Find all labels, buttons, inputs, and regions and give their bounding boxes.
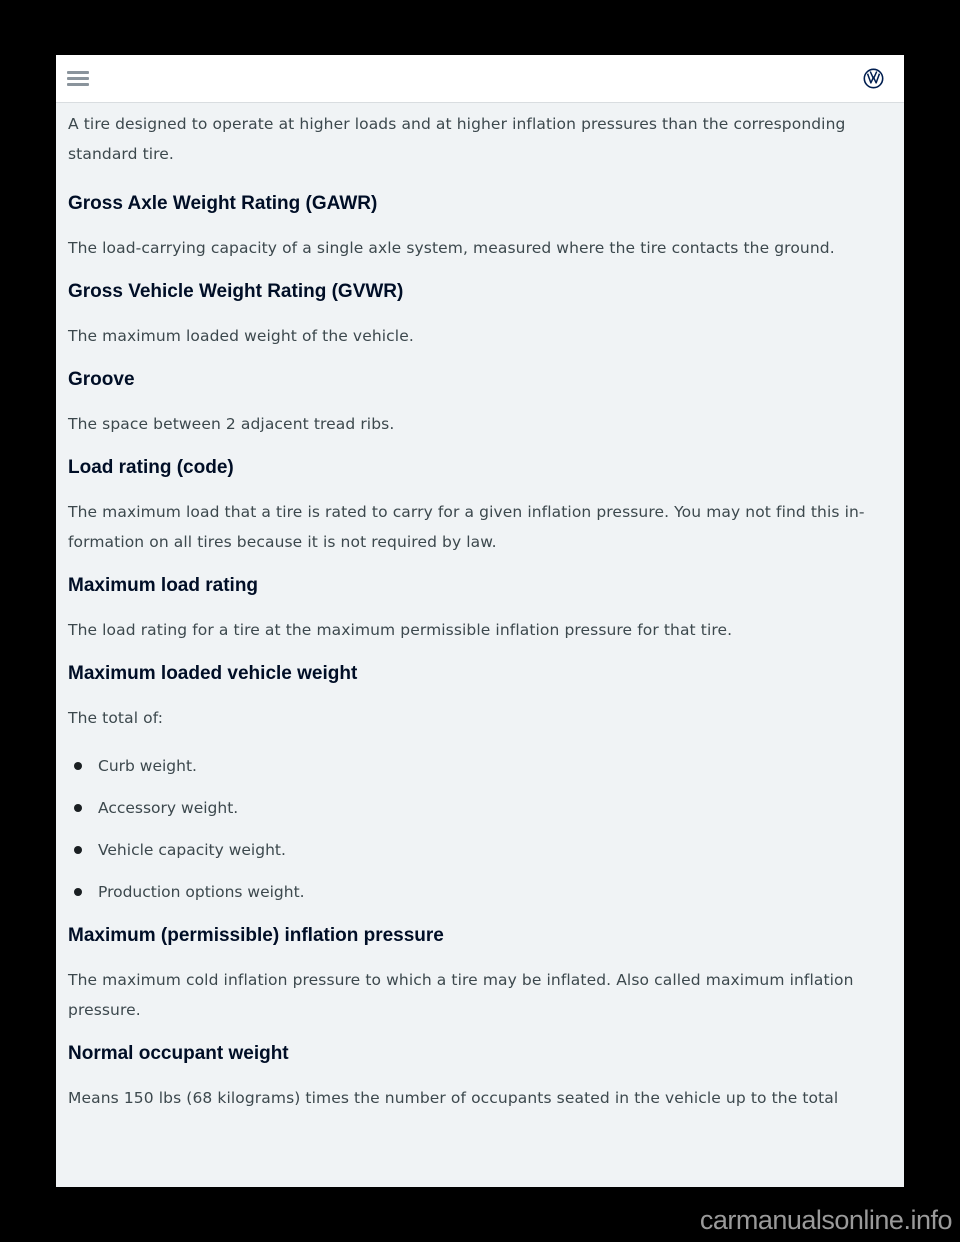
section-heading: Groove bbox=[68, 369, 135, 390]
text-line: The load-carrying capacity of a single axle system, measured where the tire contacts the ground. bbox=[68, 239, 835, 257]
menu-line bbox=[67, 77, 89, 80]
section-heading: Load rating (code) bbox=[68, 457, 234, 478]
list-item bbox=[68, 745, 868, 787]
menu-line bbox=[67, 71, 89, 74]
section-text bbox=[68, 321, 868, 351]
section-heading: Gross Vehicle Weight Rating (GVWR) bbox=[68, 281, 404, 302]
text-line: The maximum load that a tire is rated to carry for a given inflation pressure. You may not find this in- bbox=[68, 503, 865, 521]
list-item bbox=[68, 829, 868, 871]
list-item bbox=[68, 871, 868, 913]
text-line: The maximum cold inflation pressure to which a tire may be inflated. Also called maximum inflation bbox=[68, 971, 854, 989]
section-heading: Normal occupant weight bbox=[68, 1043, 289, 1064]
section-heading: Maximum (permissible) inflation pressure bbox=[68, 925, 444, 946]
list-item-text: Vehicle capacity weight. bbox=[98, 841, 286, 859]
manual-page bbox=[56, 55, 904, 1187]
glossary-content bbox=[68, 103, 868, 1113]
text-line: The space between 2 adjacent tread ribs. bbox=[68, 415, 395, 433]
list-item-text: Accessory weight. bbox=[98, 799, 239, 817]
bullet-icon bbox=[74, 804, 82, 812]
text-line: standard tire. bbox=[68, 145, 174, 163]
intro-paragraph bbox=[68, 109, 868, 169]
section-text bbox=[68, 615, 868, 645]
hamburger-menu-icon[interactable] bbox=[67, 71, 89, 87]
text-line: A tire designed to operate at higher loads and at higher inflation pressures than the corresponding bbox=[68, 115, 846, 133]
section-text bbox=[68, 965, 868, 1025]
text-line: The load rating for a tire at the maximum permissible inflation pressure for that tire. bbox=[68, 621, 733, 639]
bullet-icon bbox=[74, 888, 82, 896]
list-item-text: Curb weight. bbox=[98, 757, 197, 775]
text-line: formation on all tires because it is not required by law. bbox=[68, 533, 497, 551]
list-item-text: Production options weight. bbox=[98, 883, 305, 901]
list-item bbox=[68, 787, 868, 829]
section-text bbox=[68, 233, 868, 263]
section-heading: Gross Axle Weight Rating (GAWR) bbox=[68, 193, 378, 214]
text-line: The maximum loaded weight of the vehicle. bbox=[68, 327, 414, 345]
section-text bbox=[68, 409, 868, 439]
section-text bbox=[68, 703, 868, 733]
menu-line bbox=[67, 83, 89, 86]
section-text bbox=[68, 497, 868, 557]
text-line: pressure. bbox=[68, 1001, 141, 1019]
text-line: The total of: bbox=[68, 709, 164, 727]
section-text bbox=[68, 1083, 868, 1113]
vw-logo-icon[interactable] bbox=[863, 68, 884, 89]
bullet-icon bbox=[74, 762, 82, 770]
top-bar bbox=[56, 55, 904, 103]
section-heading: Maximum load rating bbox=[68, 575, 259, 596]
bullet-icon bbox=[74, 846, 82, 854]
text-line: Means 150 lbs (68 kilograms) times the number of occupants seated in the vehicle up to the total bbox=[68, 1089, 839, 1107]
watermark: carmanualsonline.info bbox=[699, 1205, 952, 1235]
section-heading: Maximum loaded vehicle weight bbox=[68, 663, 358, 684]
bullet-list bbox=[68, 745, 868, 913]
